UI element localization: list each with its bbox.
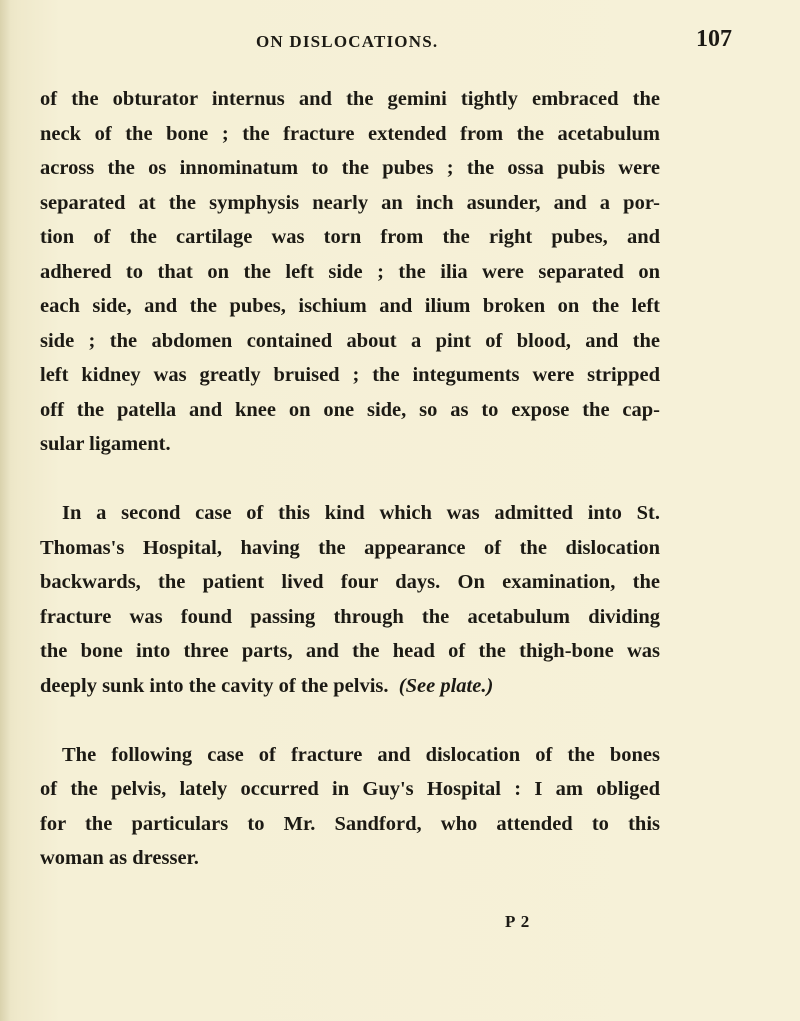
running-title: ON DISLOCATIONS.: [256, 32, 439, 51]
text-line: In a second case of this kind which was admitted into St.: [62, 502, 660, 524]
plate-reference: (See plate.): [398, 674, 494, 697]
text-line: neck of the bone ; the fracture extended from the acetabulum: [40, 122, 660, 145]
text-line: left kidney was greatly bruised ; the integuments were stripped: [40, 364, 660, 386]
text-line: for the particulars to Mr. Sandford, who attended to this: [40, 812, 660, 835]
text-line: of the pelvis, lately occurred in Guy's Hospital : I am obliged: [40, 778, 660, 800]
text-line: across the os innominatum to the pubes ; the ossa pubis were: [40, 157, 660, 179]
text-line: of the obturator internus and the gemini tightly embraced the: [40, 88, 660, 110]
text-line: off the patella and knee on one side, so as to expose the cap-: [40, 398, 660, 421]
text-line: separated at the symphysis nearly an inch asunder, and a por-: [40, 191, 660, 214]
page-number: 107: [696, 26, 732, 52]
text-line: the bone into three parts, and the head of the thigh-bone was: [40, 640, 660, 662]
text-line: woman as dresser.: [40, 847, 199, 869]
text-line: tion of the cartilage was torn from the right pubes, and: [40, 226, 660, 248]
binding-edge: [0, 0, 10, 1021]
text-line-main: deeply sunk into the cavity of the pelvis.: [40, 674, 389, 697]
paragraph-1: [40, 82, 660, 462]
body-text: [40, 82, 660, 876]
paragraph-gap: [40, 703, 660, 738]
text-line: fracture was found passing through the acetabulum dividing: [40, 605, 660, 628]
signature-mark: P 2: [505, 912, 531, 931]
text-line: side ; the abdomen contained about a pint of blood, and the: [40, 329, 660, 352]
text-line: each side, and the pubes, ischium and ilium broken on the left: [40, 295, 660, 317]
paragraph-3: [40, 738, 660, 876]
paragraph-2: [40, 496, 660, 703]
text-line: adhered to that on the left side ; the ilia were separated on: [40, 260, 660, 283]
text-line: [40, 669, 660, 704]
text-line: sular ligament.: [40, 433, 171, 455]
text-line: The following case of fracture and dislocation of the bones: [62, 743, 660, 766]
text-line: backwards, the patient lived four days. On examination, the: [40, 571, 660, 593]
running-head: [0, 26, 800, 56]
paragraph-gap: [40, 462, 660, 497]
text-line: Thomas's Hospital, having the appearance of the dislocation: [40, 536, 660, 559]
